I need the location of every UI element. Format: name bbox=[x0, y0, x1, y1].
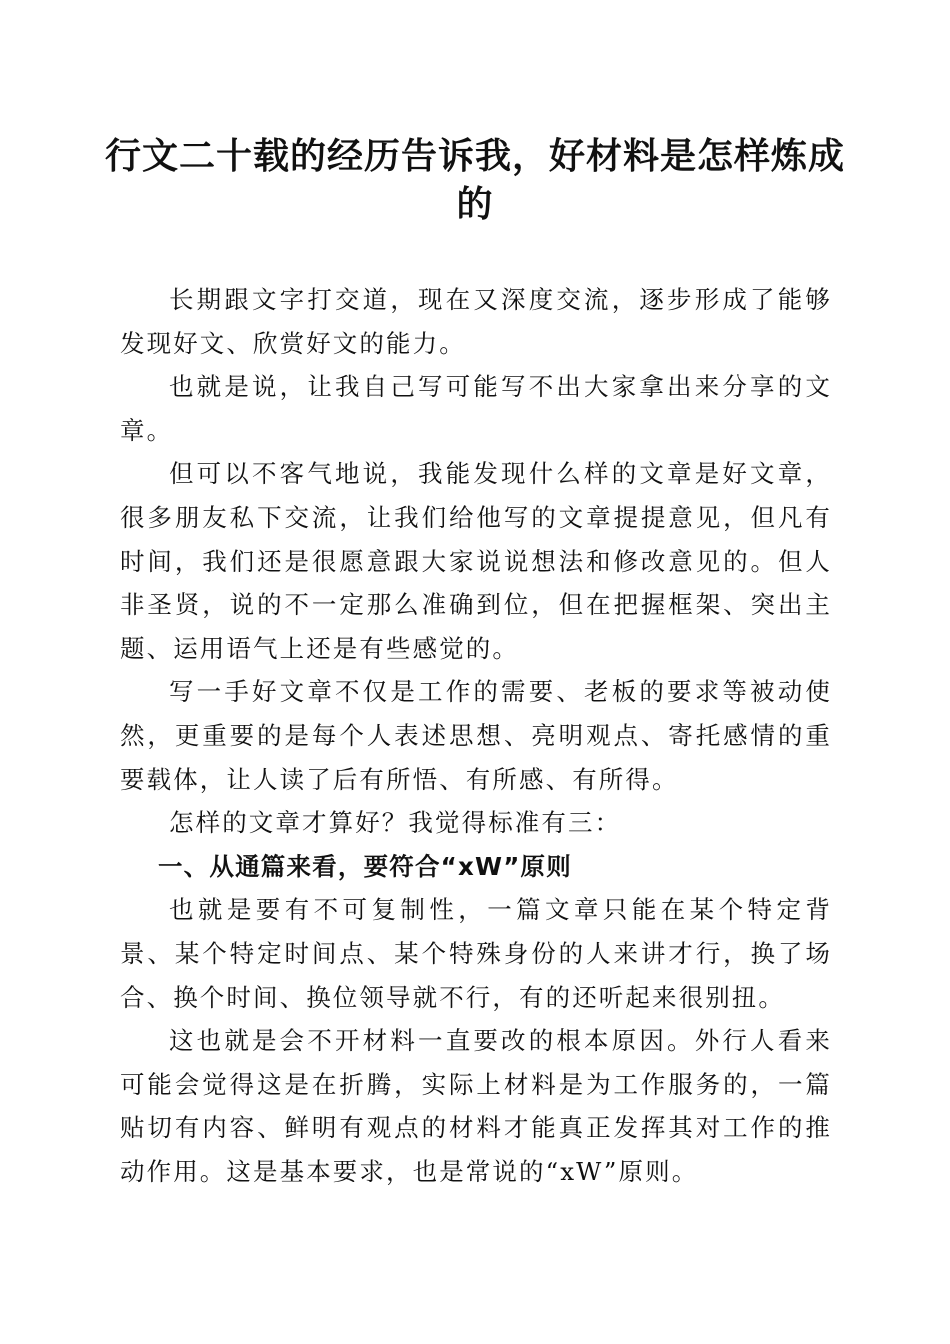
paragraph: 也就是说，让我自己写可能写不出大家拿出来分享的文章。 bbox=[120, 372, 832, 445]
paragraph: 也就是要有不可复制性，一篇文章只能在某个特定背景、某个特定时间点、某个特殊身份的人来讲才行，换了场合、换个时间、换位领导就不行，有的还听起来很别扭。 bbox=[120, 895, 832, 1012]
document-title: 行文二十载的经历告诉我，好材料是怎样炼成的 bbox=[104, 135, 845, 225]
paragraph: 怎样的文章才算好？我觉得标准有三： bbox=[169, 808, 622, 838]
paragraph: 这也就是会不开材料一直要改的根本原因。外行人看来可能会觉得这是在折腾，实际上材料是为工作服务的，一篇贴切有内容、鲜明有观点的材料才能真正发挥其对工作的推动作用。这是基本要求，也是常说的“xW”原则。 bbox=[120, 1026, 832, 1186]
paragraph: 但可以不客气地说，我能发现什么样的文章是好文章，很多朋友私下交流，让我们给他写的文章提提意见，但凡有时间，我们还是很愿意跟大家说说想法和修改意见的。但人非圣贤，说的不一定那么准确到位，但在把握框架、突出主题、运用语气上还是有些感觉的。 bbox=[120, 459, 832, 663]
paragraph: 写一手好文章不仅是工作的需要、老板的要求等被动使然，更重要的是每个人表述思想、亮明观点、寄托感情的重要载体，让人读了后有所悟、有所感、有所得。 bbox=[120, 677, 832, 794]
section-heading: 一、从通篇来看，要符合“xW”原则 bbox=[157, 851, 572, 881]
paragraph: 长期跟文字打交道，现在又深度交流，逐步形成了能够发现好文、欣赏好文的能力。 bbox=[120, 285, 832, 358]
document-body bbox=[120, 278, 832, 1193]
